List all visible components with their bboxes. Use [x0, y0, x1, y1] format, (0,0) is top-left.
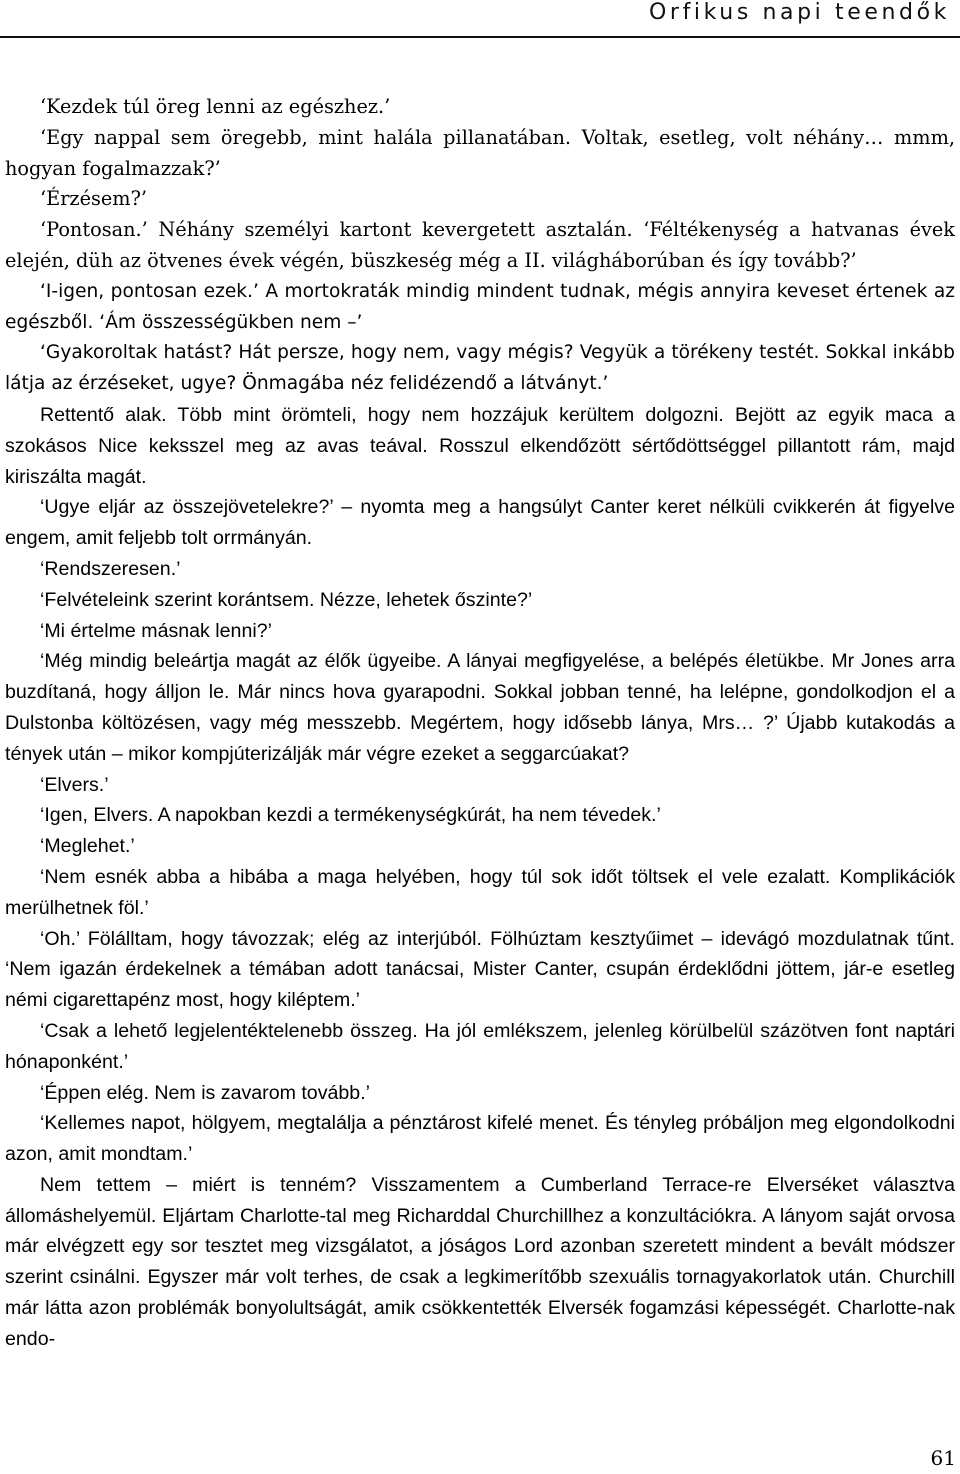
paragraph: ‘Rendszeresen.’	[40, 557, 181, 580]
paragraph: ‘Még mindig beleártja magát az élők ügyeibe. A lányai megfigyelése, a belépés életükbe. Mr Jones arra buzdítaná, hogy álljon le. Már nincs hova gyarapodni. Sokkal jobban tenné, ha lelépne, gondolkodjon el a Dulstonba költözésen, vagy még messzebb. Megértem, hogy idősebb lánya, Mrs… ?’ Újabb kutakodás a tények után – mikor kompjúterizálják már végre ezeket a seggarcúakat?	[5, 650, 955, 765]
header-rule	[0, 36, 960, 38]
running-header	[0, 0, 960, 40]
paragraph: Nem tettem – miért is tenném? Visszamentem a Cumberland Terrace-re Elverséket választva állomáshelyemül. Eljártam Charlotte-tal meg Richarddal Churchillhez a konzultációkra. A lányom saját orvosa már elvégzett egy sor tesztet meg vizsgálatot, a jóságos Lord azonban szeretett mindent a bevált módszer szerint csinálni. Egyszer már volt terhes, de csak a legkimerítőbb szexuális tornagyakorlatok után. Churchill már látta azon problémák bonyolultságát, amik csökkentették Elversék fogamzási képességét. Charlotte-nak endo-	[5, 1173, 955, 1350]
paragraph: ‘Gyakoroltak hatást? Hát persze, hogy nem, vagy mégis? Vegyük a törékeny testét. Sokkal inkább látja az érzéseket, ugye? Önmagába néz felidézendő a látványt.’	[5, 342, 955, 395]
paragraph: ‘Csak a lehető legjelentéktelenebb összeg. Ha jól emlékszem, jelenleg körülbelül százötven font naptári hónaponként.’	[5, 1019, 955, 1073]
body-text	[5, 92, 955, 1355]
paragraph: ‘Kellemes napot, hölgyem, megtalálja a pénztárost kifelé menet. És tényleg próbáljon meg elgondolkodni azon, amit mondtam.’	[5, 1112, 955, 1166]
paragraph: ‘Felvételeink szerint korántsem. Nézze, lehetek őszinte?’	[40, 588, 533, 611]
paragraph: ‘Érzésem?’	[40, 187, 148, 211]
paragraph: Rettentő alak. Több mint örömteli, hogy nem hozzájuk kerültem dolgozni. Bejött az egyik maca a szokásos Nice keksszel meg az avas teával. Rosszul elkendőzött sértődöttséggel pillantott rám, majd kiriszálta magát.	[5, 403, 955, 488]
paragraph: ‘Pontosan.’ Néhány személyi kartont kevergetett asztalán. ‘Féltékenység a hatvanas évek elején, düh az ötvenes évek végén, büszkeség még a II. világháborúban és így tovább?’	[5, 218, 955, 272]
paragraph: ‘Nem esnék abba a hibába a maga helyében, hogy túl sok időt töltsek el vele ezalatt. Komplikációk merülhetnek föl.’	[5, 865, 955, 919]
paragraph: ‘I-igen, pontosan ezek.’ A mortokraták mindig mindent tudnak, mégis annyira keveset értenek az egészből. ‘Ám összességükben nem –’	[5, 280, 955, 333]
paragraph: ‘Meglehet.’	[40, 835, 135, 858]
page-number: 61	[930, 1446, 956, 1470]
running-title: Orfikus napi teendők	[649, 0, 950, 25]
paragraph: ‘Oh.’ Fölálltam, hogy távozzak; elég az interjúból. Fölhúztam kesztyűimet – idevágó mozdulatnak tűnt. ‘Nem igazán érdekelnek a témában adott tanácsai, Mister Canter, csupán érdeklődni jöttem, jár-e esetleg némi cigarettapénz most, hogy kiléptem.’	[5, 927, 955, 1012]
paragraph: ‘Egy nappal sem öregebb, mint halála pillanatában. Voltak, esetleg, volt néhány… mmm, hogyan fogalmazzak?’	[5, 125, 955, 180]
paragraph: ‘Ugye eljár az összejövetelekre?’ – nyomta meg a hangsúlyt Canter keret nélküli cvikkerén át figyelve engem, amit feljebb tolt orrmányán.	[5, 496, 955, 550]
paragraph: ‘Igen, Elvers. A napokban kezdi a termékenységkúrát, ha nem tévedek.’	[40, 804, 661, 827]
paragraph: ‘Kezdek túl öreg lenni az egészhez.’	[40, 95, 391, 118]
paragraph: ‘Mi értelme másnak lenni?’	[40, 619, 272, 642]
paragraph: ‘Éppen elég. Nem is zavarom tovább.’	[40, 1081, 370, 1104]
paragraph: ‘Elvers.’	[40, 773, 109, 796]
